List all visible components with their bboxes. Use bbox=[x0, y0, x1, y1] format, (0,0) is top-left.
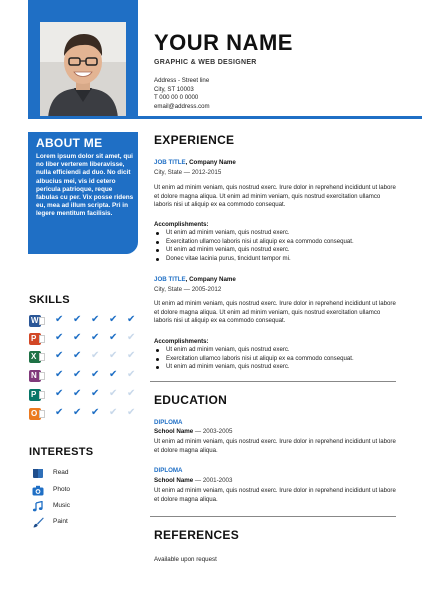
skill-row bbox=[29, 370, 139, 384]
check-filled-icon: ✔ bbox=[127, 314, 136, 325]
experience-title: EXPERIENCE bbox=[154, 133, 235, 147]
job-title-2 bbox=[154, 276, 236, 283]
company-name: , Company Name bbox=[185, 159, 236, 166]
interest-read bbox=[32, 468, 132, 480]
check-filled-icon: ✔ bbox=[73, 407, 82, 418]
list-item: Ut enim ad minim veniam, quis nostrud exerc. bbox=[154, 246, 399, 255]
onenote-icon: N bbox=[29, 370, 41, 382]
section-divider bbox=[150, 381, 396, 382]
about-panel bbox=[28, 132, 138, 254]
check-filled-icon: ✔ bbox=[91, 332, 100, 343]
degree-1: DIPLOMA bbox=[154, 419, 183, 426]
brush-icon bbox=[32, 517, 44, 528]
check-filled-icon: ✔ bbox=[73, 314, 82, 325]
list-item: Ut enim ad minim veniam, quis nostrud exerc. bbox=[154, 363, 399, 372]
excel-icon: X bbox=[29, 351, 41, 363]
school-years: — 2001-2003 bbox=[193, 477, 233, 484]
header-rule bbox=[28, 116, 422, 119]
book-icon bbox=[32, 468, 44, 479]
check-filled-icon: ✔ bbox=[91, 388, 100, 399]
interest-label: Photo bbox=[53, 486, 70, 493]
references-title: REFERENCES bbox=[154, 528, 240, 542]
photo-panel bbox=[28, 0, 138, 118]
edu-desc-2: Ut enim ad minim veniam, quis nostrud exerc. Irure dolor in reprehend incididunt ut labore et dolore magna aliqua. bbox=[154, 487, 396, 503]
accomplishments-list-1 bbox=[154, 229, 399, 263]
contact-phone: T 000 00 0 0000 bbox=[154, 94, 199, 102]
check-filled-icon: ✔ bbox=[91, 314, 100, 325]
check-filled-icon: ✔ bbox=[109, 332, 118, 343]
interest-paint bbox=[32, 517, 132, 529]
list-item: Ut enim ad minim veniam, quis nostrud exerc. bbox=[154, 346, 399, 355]
interest-label: Read bbox=[53, 469, 69, 476]
check-empty-icon: ✔ bbox=[109, 407, 118, 418]
check-filled-icon: ✔ bbox=[73, 350, 82, 361]
check-empty-icon: ✔ bbox=[127, 332, 136, 343]
company-name: , Company Name bbox=[185, 276, 236, 283]
check-empty-icon: ✔ bbox=[91, 350, 100, 361]
interests-title: INTERESTS bbox=[29, 446, 94, 458]
list-item: Exercitation ullamco laboris nisi ut aliquip ex ea commodo consequat. bbox=[154, 355, 399, 364]
school-name: School Name bbox=[154, 428, 194, 435]
check-empty-icon: ✔ bbox=[127, 369, 136, 380]
skill-row bbox=[29, 315, 139, 329]
list-item: Donec vitae lacinia purus, tincidunt tempor mi. bbox=[154, 255, 399, 264]
accomplishments-list-2 bbox=[154, 346, 399, 372]
skills-title: SKILLS bbox=[29, 294, 70, 306]
job-title-text: JOB TITLE bbox=[154, 276, 186, 283]
degree-2: DIPLOMA bbox=[154, 467, 183, 474]
check-filled-icon: ✔ bbox=[91, 369, 100, 380]
check-filled-icon: ✔ bbox=[55, 369, 64, 380]
check-filled-icon: ✔ bbox=[55, 350, 64, 361]
check-empty-icon: ✔ bbox=[127, 407, 136, 418]
interest-music bbox=[32, 501, 132, 513]
candidate-role: GRAPHIC & WEB DESIGNER bbox=[154, 59, 257, 66]
school-years: — 2003-2005 bbox=[193, 428, 233, 435]
camera-icon bbox=[32, 485, 44, 496]
section-divider bbox=[150, 516, 396, 517]
check-filled-icon: ✔ bbox=[55, 332, 64, 343]
job-title-1 bbox=[154, 159, 236, 166]
about-text: Lorem ipsum dolor sit amet, qui no liber verterem liberavisse, nulla efficiendi ad duo. No dicit albucius mei, vis id cetero pericula patrioque, reque fabulas cu per. Vix posse ridens eu, mea ad illum scripta. Pri in legere mentitum facilisis. bbox=[36, 153, 134, 218]
edu-desc-1: Ut enim ad minim veniam, quis nostrud exerc. Irure dolor in reprehend incididunt ut labore et dolore magna aliqua. bbox=[154, 438, 396, 454]
interest-photo bbox=[32, 485, 132, 497]
contact-block bbox=[154, 77, 210, 111]
profile-photo bbox=[40, 22, 126, 118]
skill-row bbox=[29, 389, 139, 403]
check-filled-icon: ✔ bbox=[55, 388, 64, 399]
interest-label: Music bbox=[53, 502, 70, 509]
accomplishments-label-2: Accomplishments: bbox=[154, 338, 209, 345]
job-desc-1: Ut enim ad minim veniam, quis nostrud exerc. Irure dolor in reprehend incididunt ut labore et dolore magna aliqua. Ut enim ad minim veniam, quis nostrud exercitation ullamco laboris nisi ut aliquip ex ea commodo consequat. bbox=[154, 184, 396, 208]
job-title-text: JOB TITLE bbox=[154, 159, 186, 166]
check-empty-icon: ✔ bbox=[127, 388, 136, 399]
check-filled-icon: ✔ bbox=[73, 369, 82, 380]
school-line-2 bbox=[154, 477, 232, 484]
skill-row bbox=[29, 351, 139, 365]
education-title: EDUCATION bbox=[154, 393, 228, 407]
job-meta-2: City, State — 2005-2012 bbox=[154, 286, 222, 293]
music-icon bbox=[32, 501, 44, 512]
office-icon: O bbox=[29, 408, 41, 420]
candidate-name: YOUR NAME bbox=[154, 30, 293, 55]
contact-address: Address - Street line bbox=[154, 77, 210, 84]
check-filled-icon: ✔ bbox=[73, 388, 82, 399]
skill-row bbox=[29, 333, 139, 347]
check-empty-icon: ✔ bbox=[109, 350, 118, 361]
check-filled-icon: ✔ bbox=[73, 332, 82, 343]
about-title: ABOUT ME bbox=[36, 136, 103, 150]
check-filled-icon: ✔ bbox=[109, 314, 118, 325]
list-item: Exercitation ullamco laboris nisi ut aliquip ex ea commodo consequat. bbox=[154, 238, 399, 247]
list-item: Ut enim ad minim veniam, quis nostrud exerc. bbox=[154, 229, 399, 238]
accomplishments-label-1: Accomplishments: bbox=[154, 221, 209, 228]
check-filled-icon: ✔ bbox=[109, 369, 118, 380]
check-empty-icon: ✔ bbox=[127, 350, 136, 361]
job-desc-2: Ut enim ad minim veniam, quis nostrud exerc. Irure dolor in reprehend incididunt ut labore et dolore magna aliqua. Ut enim ad minim veniam, quis nostrud exercitation ullamco laboris nisi ut aliquip ex ea commodo consequat. bbox=[154, 300, 396, 324]
word-icon: W bbox=[29, 315, 41, 327]
references-text: Available upon request bbox=[154, 556, 217, 563]
check-filled-icon: ✔ bbox=[91, 407, 100, 418]
check-filled-icon: ✔ bbox=[55, 314, 64, 325]
school-line-1 bbox=[154, 428, 232, 435]
school-name: School Name bbox=[154, 477, 194, 484]
check-filled-icon: ✔ bbox=[55, 407, 64, 418]
job-meta-1: City, State — 2012-2015 bbox=[154, 169, 222, 176]
check-empty-icon: ✔ bbox=[109, 388, 118, 399]
interest-label: Paint bbox=[53, 518, 68, 525]
powerpoint-icon: P bbox=[29, 333, 41, 345]
publisher-icon: P bbox=[29, 389, 41, 401]
skill-row bbox=[29, 408, 139, 422]
contact-email: email@address.com bbox=[154, 102, 210, 110]
contact-city: City, ST 10003 bbox=[154, 85, 194, 93]
